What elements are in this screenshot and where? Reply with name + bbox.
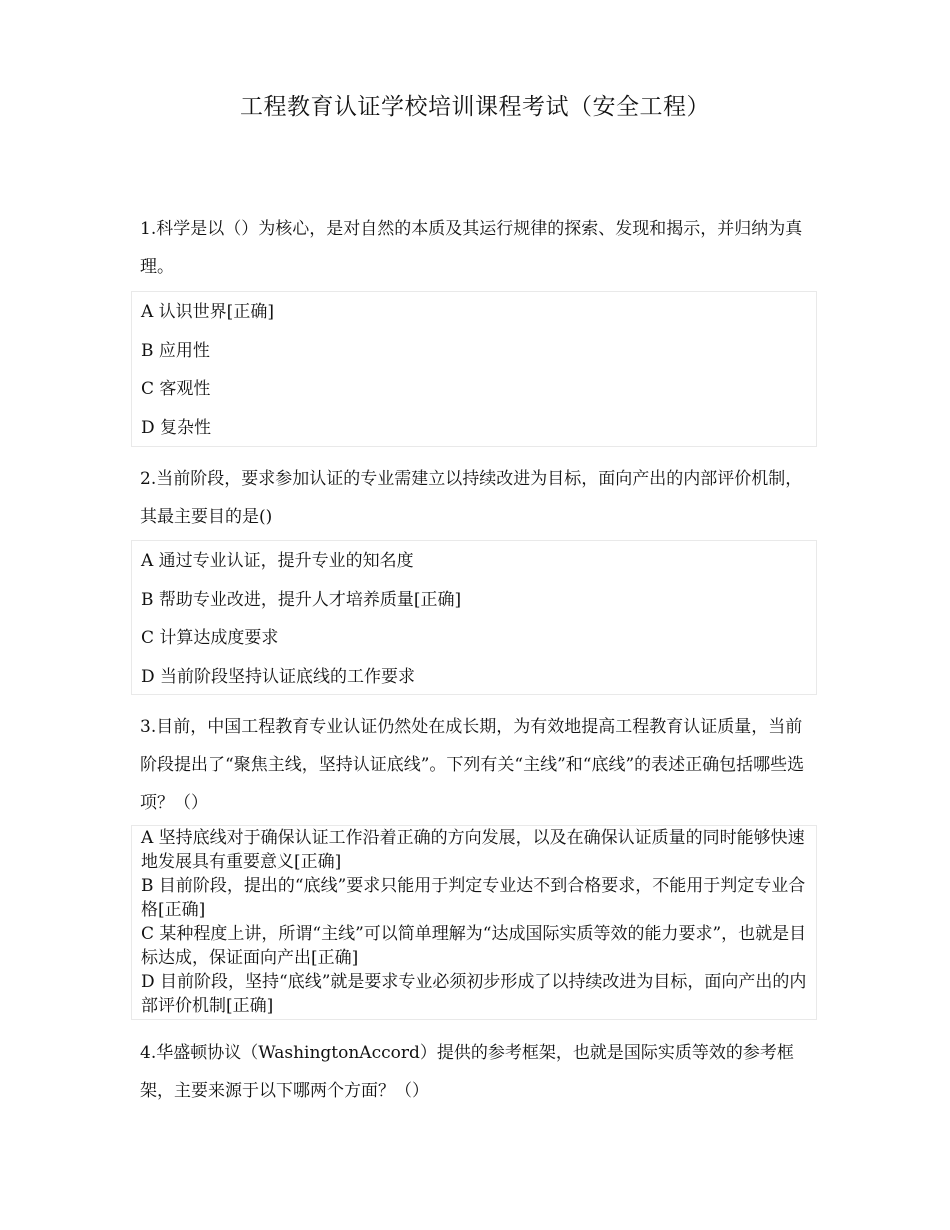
option-c[interactable]: C 客观性 <box>141 379 211 399</box>
option-a[interactable]: A 坚持底线对于确保认证工作沿着正确的方向发展，以及在确保认证质量的同时能够快速地发展具有重要意义[正确] <box>141 828 805 872</box>
question-1-text: 1.科学是以（）为核心，是对自然的本质及其运行规律的探索、发现和揭示，并归纳为真理。 <box>140 219 803 277</box>
option-d[interactable]: D 复杂性 <box>141 417 212 438</box>
question-1-options <box>131 291 817 447</box>
option-a[interactable]: A 认识世界[正确] <box>141 302 274 322</box>
document-title: 工程教育认证学校培训课程考试（安全工程） <box>240 94 710 120</box>
option-b[interactable]: B 帮助专业改进，提升人才培养质量[正确] <box>141 589 462 610</box>
question-2-text: 2.当前阶段，要求参加认证的专业需建立以持续改进为目标，面向产出的内部评价机制，其最主要目的是() <box>140 469 803 527</box>
option-b[interactable]: B 应用性 <box>141 340 210 361</box>
question-3-text: 3.目前，中国工程教育专业认证仍然处在成长期，为有效地提高工程教育认证质量，当前阶段提出了“聚焦主线，坚持认证底线”。下列有关“主线”和“底线”的表述正确包括哪些选项？（） <box>140 717 805 813</box>
option-d[interactable]: D 目前阶段，坚持“底线”就是要求专业必须初步形成了以持续改进为目标，面向产出的内部评价机制[正确] <box>141 972 807 1016</box>
option-b[interactable]: B 目前阶段，提出的“底线”要求只能用于判定专业达不到合格要求，不能用于判定专业合格[正确] <box>141 876 806 920</box>
option-c[interactable]: C 计算达成度要求 <box>141 628 279 648</box>
option-a[interactable]: A 通过专业认证，提升专业的知名度 <box>141 551 414 571</box>
question-2-options <box>131 540 817 695</box>
option-c[interactable]: C 某种程度上讲，所谓“主线”可以简单理解为“达成国际实质等效的能力要求”，也就是目标达成，保证面向产出[正确] <box>141 924 807 968</box>
question-3-options <box>131 825 817 1020</box>
option-d[interactable]: D 当前阶段坚持认证底线的工作要求 <box>141 666 416 687</box>
question-4-text: 4.华盛顿协议（WashingtonAccord）提供的参考框架，也就是国际实质等效的参考框架，主要来源于以下哪两个方面？（） <box>140 1043 794 1101</box>
